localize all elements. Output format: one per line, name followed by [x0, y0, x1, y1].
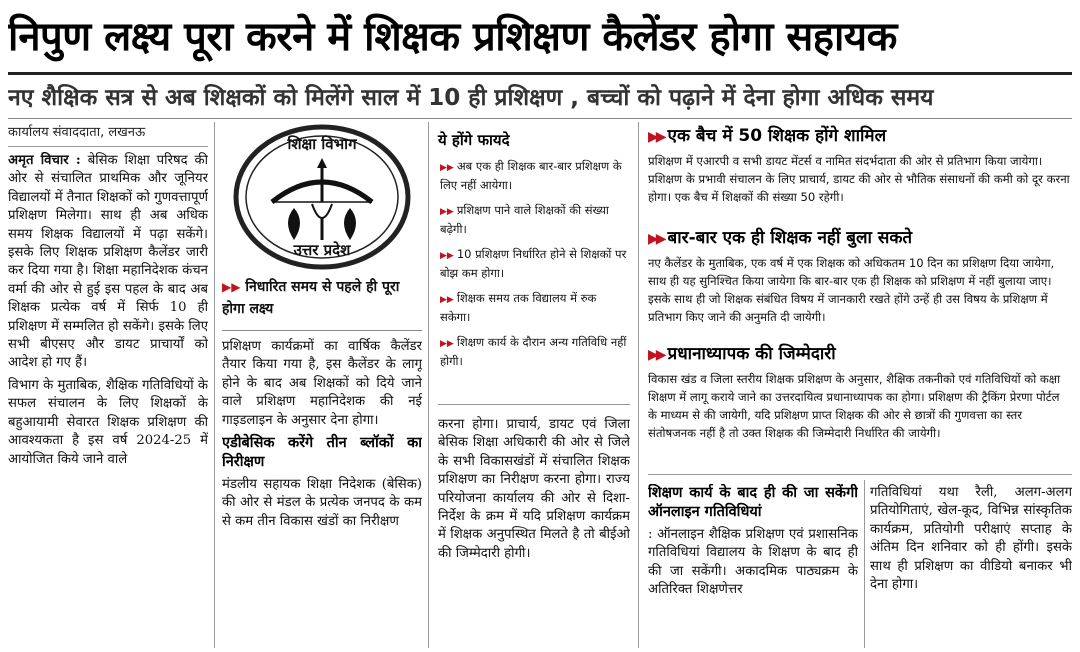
column-divider-3	[638, 122, 639, 648]
section-1-body: प्रशिक्षण में एआरपी व सभी डायट मेंटर्स व नामित संदर्भदाता की ओर से प्रतिभाग किया जायेगा। प्रशिक्षण के प्रभावी संचालन के लिए प्राचार्य, डायट की ओर से भौतिक संसाधनों की कमी को दूर करना होगा। एक बैच में शिक्षकों की संख्या 50 रहेगी।	[648, 154, 1070, 204]
benefit-item: ▶▶ प्रशिक्षण पाने वाले शिक्षकों की संख्या बढ़ेगी।	[440, 203, 609, 236]
arrow-icon: ▶▶	[440, 295, 454, 305]
arrow-icon: ▶▶	[440, 251, 454, 261]
benefits-rule	[438, 404, 630, 405]
arrow-icon: ▶▶	[440, 207, 454, 217]
column-divider-2	[428, 122, 429, 648]
emblem-caption	[222, 276, 422, 326]
section-3-heading: ▶▶ प्रधानाध्यापक की जिम्मेदारी	[648, 344, 836, 364]
emblem-top-text: शिक्षा विभाग	[287, 135, 357, 153]
benefits-heading: ये होंगे फायदे	[438, 131, 510, 149]
section-2-body: नए कैलेंडर के मुताबिक, एक वर्ष में एक शिक्षक को अधिकतम 10 दिन का प्रशिक्षण दिया जायेगा, साथ ही यह सुनिश्चित किया जायेगा कि बार-बार एक ही शिक्षक को प्रशिक्षण में नहीं बुलाया जाए। इसके साथ ही जो शिक्षक संबंधित विषय में जानकारी रखते होंगे उन्हें ही उस विषय के प्रशिक्षण में प्रतिभाग किए जाने की अनुमति दी जायेगी।	[648, 256, 1055, 324]
benefits-list	[438, 158, 628, 398]
col4-paragraph-1: : ऑनलाइन शैक्षिक प्रशिक्षण एवं प्रशासनिक गतिविधियां विद्यालय के शिक्षण के बाद ही की जा सकेंगी। अकादमिक पाठ्यक्रम के अतिरिक्त शिक्षणेत्तर	[648, 527, 858, 598]
col1-lead: अमृत विचार :	[8, 153, 81, 168]
subheadline-rule	[8, 118, 1072, 119]
column-4	[648, 484, 858, 648]
byline: कार्यालय संवाददाता, लखनऊ	[8, 125, 146, 140]
col1-paragraph-2: विभाग के मुताबिक, शैक्षिक गतिविधियों के सफल संचालन के लिए शिक्षकों के बहुआयामी सेवारत शिक्षक प्रशिक्षण की आवश्यकता है इस वर्ष 2024-25 में आयोजित किये जाने वाले	[8, 377, 208, 467]
section-3-body: विकास खंड व जिला स्तरीय शिक्षक प्रशिक्षण के अनुसार, शैक्षिक तकनीको एवं गतिविधियों को कक्षा शिक्षण में लागू कराये जाने का उत्तरदायित्व प्रधानाध्यापक का होगा। प्रशिक्षण की ट्रैकिंग प्रेरणा पोर्टल के माध्यम से की जायेगी, यदि प्रशिक्षण प्राप्त शिक्षक की ओर से छात्रों की गुणवत्ता का स्तर संतोषजनक नहीं है तो उक्त शिक्षक की जिम्मेदारी निर्धारित की जायेगी।	[648, 372, 1061, 440]
arrow-icon: ▶▶	[440, 163, 454, 173]
headline: निपुण लक्ष्य पूरा करने में शिक्षक प्रशिक्षण कैलेंडर होगा सहायक	[8, 14, 897, 60]
benefit-item: ▶▶ 10 प्रशिक्षण निर्धारित होने से शिक्षकों पर बोझ कम होगा।	[440, 247, 627, 280]
arrow-icon: ▶▶	[440, 339, 454, 349]
section-2-heading: ▶▶ बार-बार एक ही शिक्षक नहीं बुला सकते	[648, 228, 913, 248]
col2-subhead: एडीबेसिक करेंगे तीन ब्लॉकों का निरीक्षण	[222, 435, 422, 471]
col2-paragraph-2: मंडलीय सहायक शिक्षा निदेशक (बेसिक) की ओर से मंडल के प्रत्येक जनपद के कम से कम तीन विकास खंडों का निरीक्षण	[222, 477, 422, 529]
column-divider-1	[214, 122, 215, 648]
caption-arrow-icon: ▶▶	[222, 280, 241, 294]
benefit-item: ▶▶ शिक्षक समय तक विद्यालय में रुक सकेगा।	[440, 291, 597, 324]
column-1	[8, 152, 208, 648]
column-divider-4	[864, 480, 865, 648]
col1-paragraph-1	[8, 152, 208, 373]
col5-paragraph-1: गतिविधियां यथा रैली, अलग-अलग प्रतियोगिताएं, खेल-कूद, विभिन्न सांस्कृतिक कार्यक्रम, प्रतियोगी परीक्षाएं सप्ताह के अंतिम दिन शनिवार को ही होंगी। इसके साथ ही प्रशिक्षण का वीडियो बनाकर भी देना होगा।	[870, 485, 1072, 593]
caption-text: निधारित समय से पहले ही पूरा होगा लक्ष्य	[222, 279, 400, 317]
subheadline: नए शैक्षिक सत्र से अब शिक्षकों को मिलेंगे साल में 10 ही प्रशिक्षण , बच्चों को पढ़ाने में देना होगा अधिक समय	[8, 85, 934, 111]
headline-rule	[8, 72, 1072, 75]
emblem-bottom-text: उत्तर प्रदेश	[293, 241, 351, 259]
benefit-item: ▶▶ अब एक ही शिक्षक बार-बार प्रशिक्षण के लिए नहीं आयेगा।	[440, 159, 622, 192]
column-3	[438, 416, 630, 648]
arrow-icon: ▶▶	[648, 129, 664, 145]
col1-text-1: बेसिक शिक्षा परिषद की ओर से संचालित प्राथमिक और जूनियर विद्यालयों में तैनात शिक्षकों को गुणवत्तापूर्ण प्रशिक्षण मिलेगा। साथ ही अब अधिक समय शिक्षक विद्यालयों में पढ़ा सकेंगे। इसके लिए शिक्षक प्रशिक्षण कैलेंडर जारी कर दिया गया है। शिक्षा महानिदेशक कंचन वर्मा की ओर से हुई इस पहल के बाद अब शिक्षक प्रत्येक वर्ष में सिर्फ 10 ही प्रशिक्षण में सम्मलित हो सकेंगे। इसके लिए सभी बीएसए और डायट प्राचार्यों को आदेश हो गए हैं।	[8, 153, 208, 371]
col4-subhead: शिक्षण कार्य के बाद ही की जा सकेंगी ऑनलाइन गतिविधियां	[648, 485, 858, 520]
column-5	[870, 484, 1072, 648]
col2-paragraph-1: प्रशिक्षण कार्यक्रमों का वार्षिक कैलेंडर तैयार किया गया है, इस कैलेंडर के लागू होने के बाद अब शिक्षकों को दिये जाने वाले प्रशिक्षण महानिदेशक की नई गाइडलाइन के अनुसार देना होगा।	[222, 339, 422, 428]
benefit-item: ▶▶ शिक्षण कार्य के दौरान अन्य गतिविधि नहीं होगी।	[440, 335, 627, 368]
col3-paragraph-1: करना होगा। प्राचार्य, डायट एवं जिला बेसिक शिक्षा अधिकारी की ओर से जिले के सभी विकासखंडों में संचालित शिक्षक प्रशिक्षण का निरीक्षण करना होगा। राज्य परियोजना कार्यालय की ओर से दिशा-निर्देश के क्रम में यदि प्रशिक्षण कार्यक्रम में शिक्षक अनुपस्थित मिलते है तो बीईओ की जिम्मेदारी होगी।	[438, 417, 630, 561]
byline-rule	[8, 146, 208, 147]
arrow-icon: ▶▶	[648, 347, 664, 363]
section-box-rule	[648, 474, 1072, 475]
column-2	[222, 338, 422, 648]
caption-rule	[222, 330, 422, 331]
arrow-icon: ▶▶	[648, 231, 664, 247]
shiksha-vibhag-emblem	[222, 122, 422, 272]
section-1-heading: ▶▶ एक बैच में 50 शिक्षक होंगे शामिल	[648, 126, 887, 146]
